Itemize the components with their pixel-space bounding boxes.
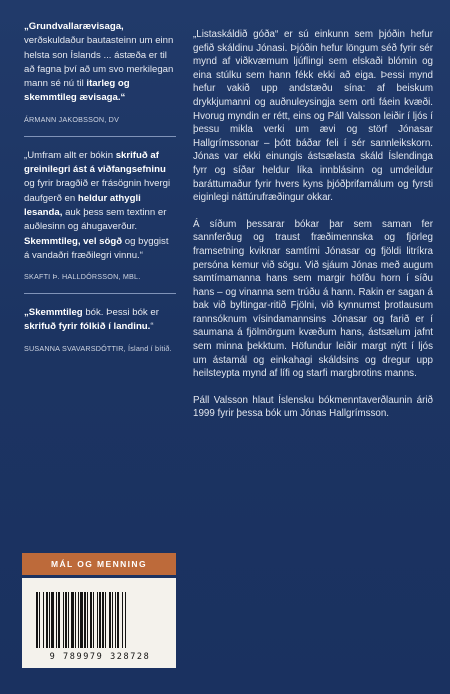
quote-emphasis: skrifuð fyrir fólkið í landinu. (24, 321, 151, 333)
blurb-paragraph-3: Páll Valsson hlaut Íslensku bókmenntaverðlaunin árið 1999 fyrir þessa bók um Jónas Hallgrímsson. (193, 394, 433, 420)
publisher-name: MÁL OG MENNING (51, 559, 147, 569)
barcode-box (22, 578, 176, 668)
quote-text (24, 20, 176, 106)
quote-text (24, 149, 176, 263)
quote-segment: “ (150, 321, 154, 333)
quote-attribution: SUSANNA SVAVARSDÓTTIR, Ísland í bítið. (24, 343, 172, 353)
divider (24, 136, 176, 137)
quote-segment: og byggist á vandaðri fræðilegri vinnu.“ (24, 235, 169, 261)
quote-attribution: ÁRMANN JAKOBSSON, DV (24, 114, 120, 124)
barcode-icon (36, 592, 164, 648)
quote-attribution: SKAFTI Þ. HALLDÓRSSON, MBL. (24, 272, 141, 282)
blurb-column (193, 28, 433, 434)
review-quote-3 (24, 306, 176, 354)
review-quote-2 (24, 149, 176, 282)
publisher-logo-bar (22, 553, 176, 575)
quote-emphasis: „Skemmtileg (24, 307, 83, 319)
blurb-paragraph-2: Á síðum þessarar bókar þar sem saman fer sannferðug og traust fræðimennska og fjörleg framsetning kviknar samtími Jónasar og fjöldi litríkra persóna kemur við sögu. Við sjáum Jónas með augum samtímamanna hans sem margir höfðu horn í síðu hans – og vinanna sem trúðu á hann. Rakin er sagan á bak við byltingar-ritið Fjölni, við kynnumst þrotlausum rannsóknum vísindamannsins Jónasar og farið er í saumana á fjölmörgum kvæðum hans, ástsælum jafnt sem minna þekktum. Höfundur leiðir margt nýtt í ljós um ástamál og einkahagi skáldsins og dregur upp heilsteypta mynd af lífi og starfi margbrotins manns. (193, 218, 433, 380)
divider (24, 293, 176, 294)
review-quotes-column (24, 20, 176, 365)
quote-emphasis: Skemmtileg, vel sögð (24, 235, 123, 247)
quote-text (24, 306, 176, 335)
quote-segment: auk þess sem textinn er auðlesinn og áhugaverður. (24, 206, 167, 233)
quote-emphasis: itarleg og skemmtileg ævisaga.“ (24, 78, 130, 104)
quote-segment: verðskuldaður bautasteinn um einn helsta son Íslands ... ástæða er til að fagna því að um svo merkilegan mann sé nú til (24, 35, 174, 90)
quote-emphasis: heldur athygli lesanda, (24, 192, 141, 218)
quote-segment: „Umfram allt er bókin (24, 149, 116, 161)
quote-emphasis: skrifuð af greinilegri ást á viðfangsefninu (24, 149, 166, 176)
review-quote-1 (24, 20, 176, 125)
quote-segment: og fyrir bragðið er frásögnin hvergi daufgerð en (24, 178, 171, 204)
blurb-paragraph-1: „Listaskáldið góða“ er sú einkunn sem þjóðin hefur gefið skáldinu Jónasi. Þjóðin hefur löngum séð fyrir sér mynd af viðkvæmum ljúflingi sem elskaði blómin og eina stúlku sem hann fékk ekki að eiga. Þessi mynd hefur vakið upp andstæðu sína: af beiskum drykkjumanni og auðnuleysingja sem orti fáein kvæði. Hvorug myndin er rétt, eins og Páll Valsson leiðir í ljós í þessu mikla verki um ævi og störf Jónasar Hallgrímssonar – þótt báðar feli í sér sannleikskorn. Jónas var ekki einungis ástsælasta skáld Íslendinga fyrr og síðar heldur líka innblásinn og umdeildur baráttumaður fyrir hvers kyns þjóðþrifamálum og fyrsti eiginlegi náttúrufræðingur okkar. (193, 29, 433, 204)
quote-segment: bók. Þessi bók er (82, 307, 159, 319)
quote-emphasis: „Grundvallarævisaga, (24, 21, 124, 32)
isbn-number: 9 789979 328728 (49, 652, 151, 662)
